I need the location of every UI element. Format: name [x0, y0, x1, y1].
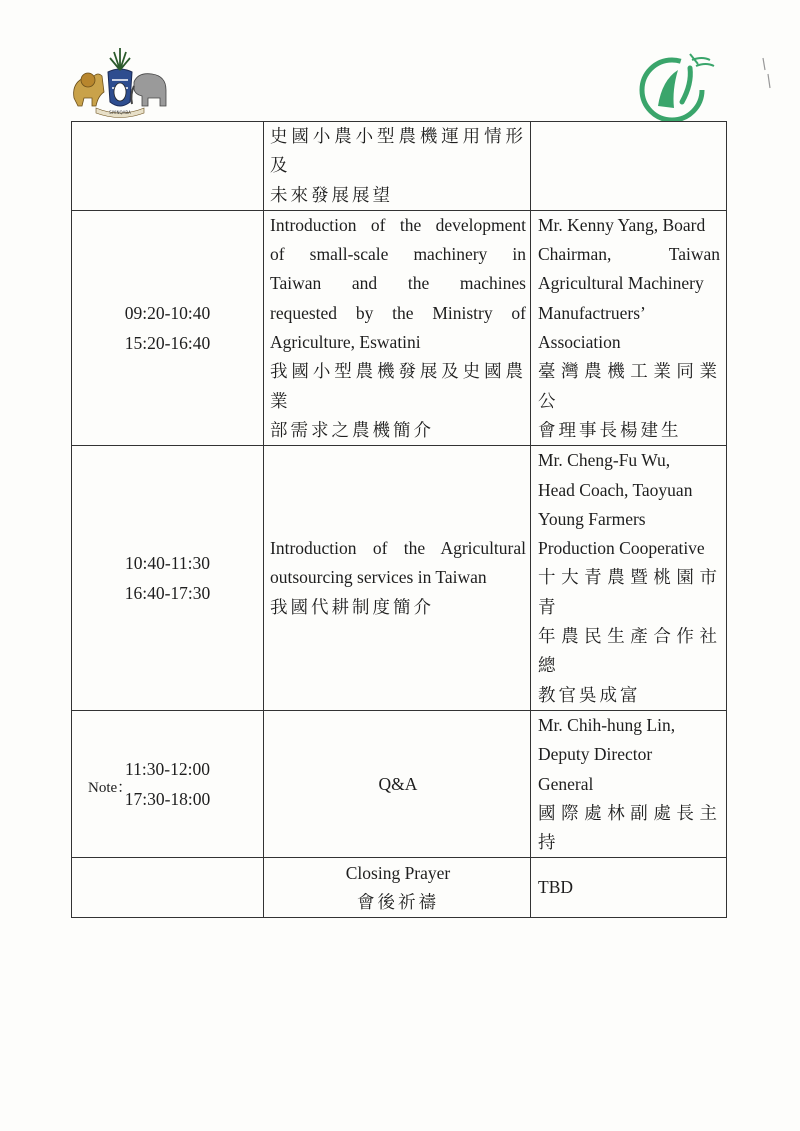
speaker-line: Head Coach, Taoyuan: [538, 479, 693, 500]
speaker-line: Association: [538, 332, 621, 353]
topic-line: 史國小農小型農機運用情形及: [270, 126, 526, 176]
topic-cell: [264, 858, 531, 918]
time-slot: 09:20-10:40: [124, 303, 211, 324]
speaker-line: Manufactruers’: [538, 302, 646, 323]
speaker-line: Young Farmers: [538, 508, 646, 529]
agenda-table: [71, 121, 727, 918]
time-slot: 15:20-16:40: [124, 333, 211, 354]
topic-cell: [264, 210, 531, 445]
topic-line: Introduction of the development: [270, 214, 526, 235]
speaker-line: 臺灣農機工業同業公: [538, 361, 720, 411]
speaker-cell: [531, 710, 727, 857]
speaker-line: Mr. Cheng-Fu Wu,: [538, 450, 671, 471]
time-slot: 10:40-11:30: [125, 553, 210, 574]
speaker-line: 教官吳成富: [538, 684, 641, 705]
topic-cell: [264, 710, 531, 857]
table-row: [72, 122, 727, 211]
speaker-line: Mr. Kenny Yang, Board: [538, 214, 706, 235]
time-slot: 17:30-18:00: [124, 789, 211, 810]
eswatini-coat-of-arms-icon: [68, 46, 172, 118]
topic-line: Closing Prayer: [345, 862, 451, 883]
time-cell: [72, 122, 264, 211]
topic-line: 我國代耕制度簡介: [270, 596, 434, 617]
topic-cell: [264, 122, 531, 211]
time-cell: [72, 446, 264, 711]
topic-line: 我國小型農機發展及史國農業: [270, 361, 526, 411]
topic-line: requested by the Ministry of: [270, 302, 526, 323]
speaker-cell: [531, 446, 727, 711]
speaker-line: TBD: [538, 877, 573, 898]
speaker-line: 會理事長楊建生: [538, 419, 682, 440]
speaker-cell: [531, 858, 727, 918]
time-slot: 16:40-17:30: [124, 583, 211, 604]
speaker-line: Deputy Director: [538, 744, 653, 765]
topic-line: outsourcing services in Taiwan: [270, 567, 487, 588]
topic-line: 部需求之農機簡介: [270, 419, 434, 440]
speaker-line: 年農民生產合作社總: [538, 626, 720, 676]
speaker-line: Production Cooperative: [538, 538, 705, 559]
speaker-line: 十大青農暨桃園市青: [538, 567, 720, 617]
speaker-cell: [531, 122, 727, 211]
topic-line: Introduction of the Agricultural: [270, 538, 526, 559]
speaker-line: Agricultural Machinery: [538, 273, 704, 294]
speaker-line: 國際處林副處長主持: [538, 802, 720, 853]
table-row: [72, 858, 727, 918]
table-row: [72, 710, 727, 857]
taiwan-icdf-logo-icon: [632, 50, 718, 122]
speaker-line: General: [538, 773, 594, 794]
topic-line: Q&A: [378, 773, 418, 794]
topic-line: 會後祈禱: [357, 891, 439, 912]
topic-line: of small-scale machinery in: [270, 244, 526, 265]
table-row: [72, 446, 727, 711]
topic-line: Taiwan and the machines: [270, 273, 526, 294]
speaker-line: Mr. Chih-hung Lin,: [538, 714, 676, 735]
table-row: [72, 210, 727, 445]
note-label: Note：: [88, 780, 133, 796]
speaker-line: Chairman, Taiwan: [538, 244, 720, 265]
motto-text: SIYINQABA: [109, 110, 131, 115]
time-cell: [72, 858, 264, 918]
scan-artifact: [760, 56, 774, 90]
topic-line: 未來發展展望: [270, 184, 393, 205]
speaker-cell: [531, 210, 727, 445]
time-slot: 11:30-12:00: [125, 759, 210, 780]
time-cell: [72, 210, 264, 445]
topic-line: Agriculture, Eswatini: [270, 332, 421, 353]
topic-cell: [264, 446, 531, 711]
